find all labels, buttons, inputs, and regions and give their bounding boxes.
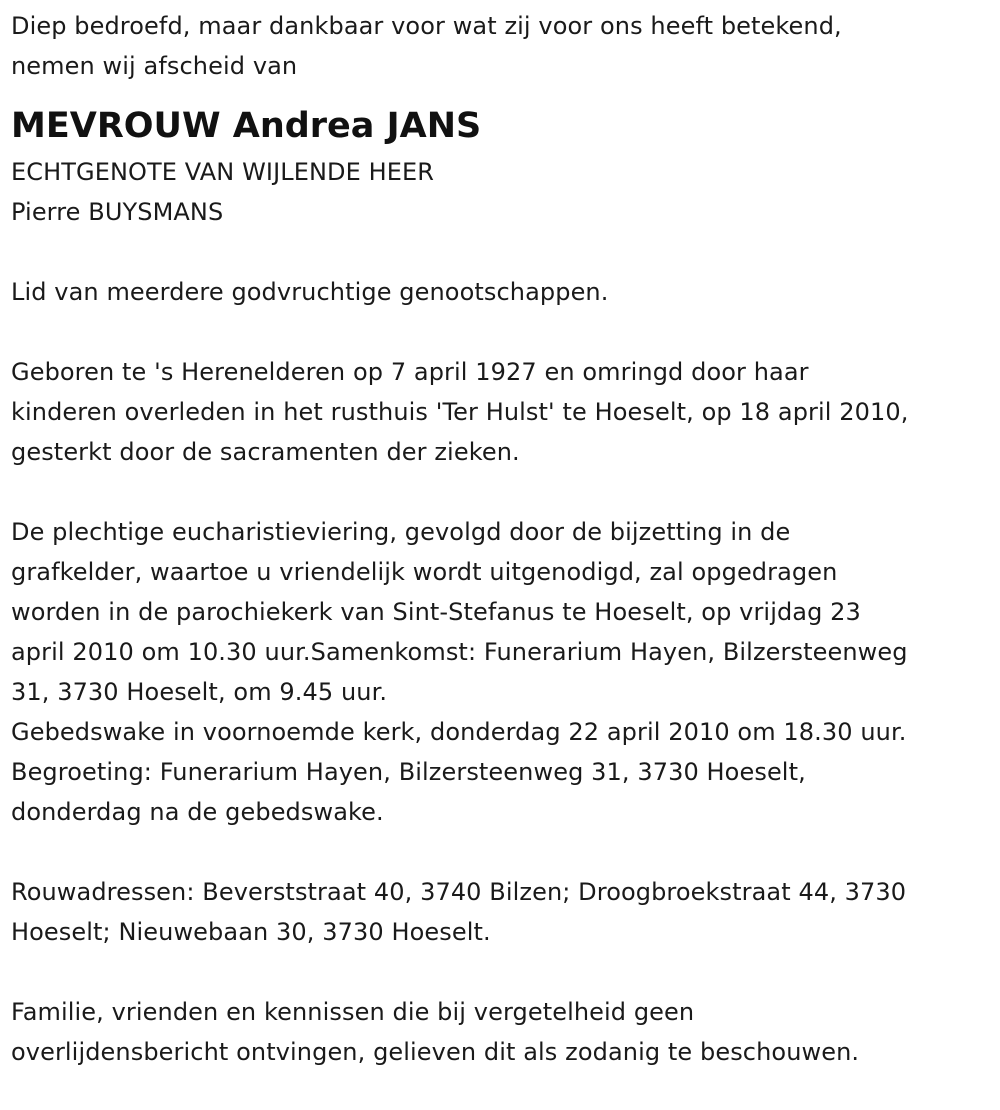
addresses-line-2: Hoeselt; Nieuwebaan 30, 3730 Hoeselt.	[11, 918, 491, 946]
relation-line-2: Pierre BUYSMANS	[11, 198, 224, 226]
vigil-line: Gebedswake in voornoemde kerk, donderdag 22 april 2010 om 18.30 uur.	[11, 718, 907, 746]
ceremony-line-3: worden in de parochiekerk van Sint-Stefanus te Hoeselt, op vrijdag 23	[11, 598, 861, 626]
intro-line-1: Diep bedroefd, maar dankbaar voor wat zij voor ons heeft betekend,	[11, 12, 842, 40]
ceremony-line-2: grafkelder, waartoe u vriendelijk wordt uitgenodigd, zal opgedragen	[11, 558, 838, 586]
spacer	[11, 832, 996, 872]
closing-line-2: overlijdensbericht ontvingen, gelieven dit als zodanig te beschouwen.	[11, 1038, 860, 1066]
addresses-paragraph	[11, 872, 996, 952]
spacer	[11, 232, 996, 272]
deceased-name: MEVROUW Andrea JANS	[11, 106, 482, 146]
death-notice	[11, 6, 996, 1072]
membership-paragraph	[11, 272, 996, 312]
birth-death-line-3: gesterkt door de sacramenten der zieken.	[11, 438, 520, 466]
greeting-line-2: donderdag na de gebedswake.	[11, 798, 384, 826]
closing-paragraph	[11, 992, 996, 1072]
greeting-line-1: Begroeting: Funerarium Hayen, Bilzersteenweg 31, 3730 Hoeselt,	[11, 758, 806, 786]
membership-line-1: Lid van meerdere godvruchtige genootschappen.	[11, 278, 609, 306]
relation-line-1: ECHTGENOTE VAN WIJLENDE HEER	[11, 158, 435, 186]
intro-paragraph	[11, 6, 996, 86]
spacer	[11, 312, 996, 352]
ceremony-paragraph	[11, 512, 996, 832]
ceremony-line-4: april 2010 om 10.30 uur.Samenkomst: Funerarium Hayen, Bilzersteenweg	[11, 638, 908, 666]
birth-death-line-2: kinderen overleden in het rusthuis 'Ter Hulst' te Hoeselt, op 18 april 2010,	[11, 398, 909, 426]
addresses-line-1: Rouwadressen: Beverststraat 40, 3740 Bilzen; Droogbroekstraat 44, 3730	[11, 878, 907, 906]
intro-line-2: nemen wij afscheid van	[11, 52, 298, 80]
ceremony-line-5: 31, 3730 Hoeselt, om 9.45 uur.	[11, 678, 388, 706]
relation-block	[11, 152, 996, 232]
ceremony-line-1: De plechtige eucharistieviering, gevolgd door de bijzetting in de	[11, 518, 791, 546]
birth-death-paragraph	[11, 352, 996, 472]
closing-line-1: Familie, vrienden en kennissen die bij vergetelheid geen	[11, 998, 695, 1026]
birth-death-line-1: Geboren te 's Herenelderen op 7 april 1927 en omringd door haar	[11, 358, 809, 386]
spacer	[11, 952, 996, 992]
spacer	[11, 472, 996, 512]
